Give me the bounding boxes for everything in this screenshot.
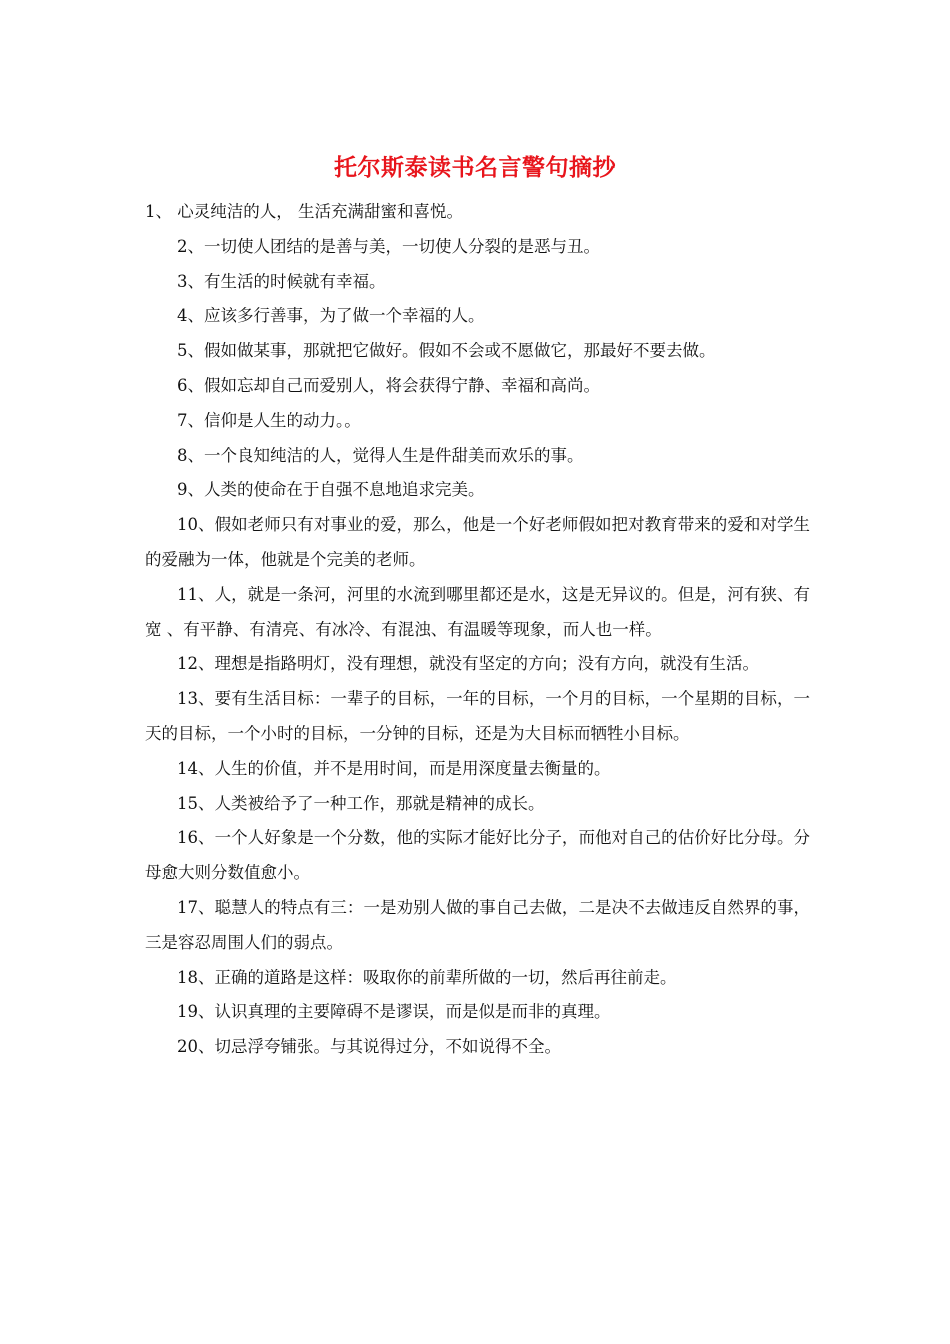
quote-item-8: 8、一个良知纯洁的人，觉得人生是件甜美而欢乐的事。	[177, 445, 584, 465]
quote-item-14: 14、人生的价值，并不是用时间，而是用深度量去衡量的。	[177, 758, 611, 778]
quote-item-2: 2、一切使人团结的是善与美，一切使人分裂的是恶与丑。	[177, 236, 600, 256]
quote-item-9: 9、人类的使命在于自强不息地追求完美。	[177, 480, 485, 500]
quote-item-10: 10、假如老师只有对事业的爱，那么，他是一个好老师假如把对教育带来的爱和对学生的爱融为一体，他就是个完美的老师。	[145, 515, 810, 569]
document-title: 托尔斯泰读书名言警句摘抄	[334, 154, 616, 181]
quote-item-7: 7、信仰是人生的动力。。	[177, 410, 361, 430]
quote-item-15: 15、人类被给予了一种工作，那就是精神的成长。	[177, 793, 545, 813]
quote-item-3: 3、有生活的时候就有幸福。	[177, 271, 386, 291]
quote-item-11: 11、人，就是一条河，河里的水流到哪里都还是水，这是无异议的。但是，河有狭、有宽 、有平静、有清亮、有冰冷、有混浊、有温暖等现象，而人也一样。	[145, 584, 810, 639]
quote-item-4: 4、应该多行善事，为了做一个幸福的人。	[177, 306, 485, 326]
quote-item-13: 13、要有生活目标：一辈子的目标，一年的目标，一个月的目标，一个星期的目标，一天的目标，一个小时的目标，一分钟的目标，还是为大目标而牺牲小目标。	[145, 689, 810, 743]
quote-item-18: 18、正确的道路是这样：吸取你的前辈所做的一切，然后再往前走。	[177, 967, 677, 987]
quote-item-6: 6、假如忘却自己而爱别人，将会获得宁静、幸福和高尚。	[177, 375, 600, 395]
quote-item-19: 19、认识真理的主要障碍不是谬误，而是似是而非的真理。	[177, 1002, 611, 1022]
quote-item-1: 1、 心灵纯洁的人， 生活充满甜蜜和喜悦。	[145, 202, 463, 221]
quote-item-12: 12、理想是指路明灯，没有理想，就没有坚定的方向；没有方向，就没有生活。	[177, 654, 759, 674]
quote-item-5: 5、假如做某事，那就把它做好。假如不会或不愿做它，那最好不要去做。	[177, 341, 716, 361]
quote-list	[145, 195, 810, 1065]
quote-item-20: 20、切忌浮夸铺张。与其说得过分，不如说得不全。	[177, 1037, 561, 1057]
quote-item-17: 17、聪慧人的特点有三：一是劝别人做的事自己去做，二是决不去做违反自然界的事，三是容忍周围人们的弱点。	[145, 897, 810, 952]
quote-item-16: 16、一个人好象是一个分数，他的实际才能好比分子，而他对自己的估价好比分母。分母愈大则分数值愈小。	[145, 828, 810, 883]
